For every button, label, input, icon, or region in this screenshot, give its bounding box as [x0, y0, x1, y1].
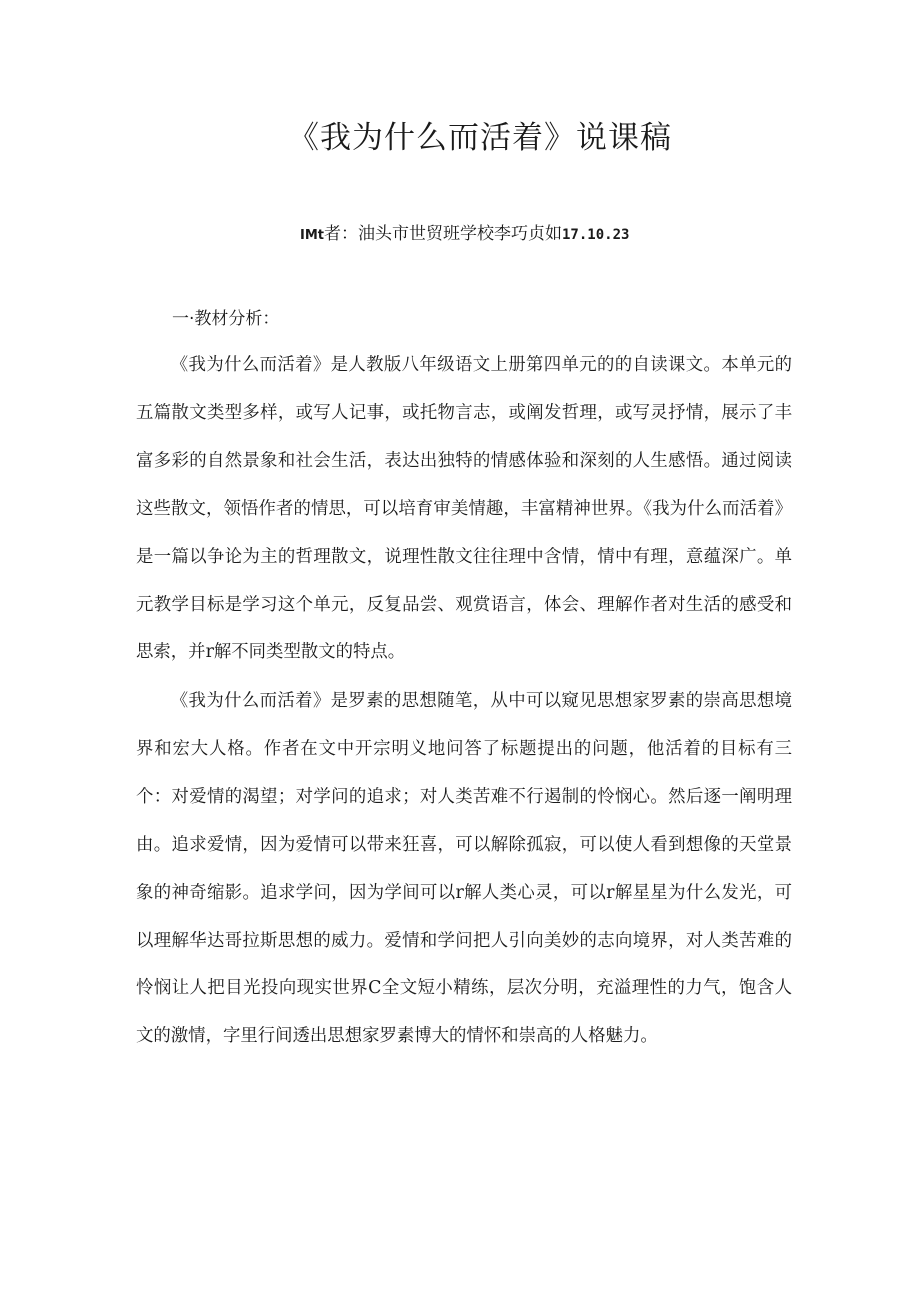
paragraph: 《我为什么而活着》是人教版八年级语文上册第四单元的的自读课文。本单元的五篇散文类型多样，或写人记事，或托物言志，或阐发哲理，或写灵抒情，展示了丰富多彩的自然景象和社会生活，表达出独特的情感体验和深刻的人生感悟。通过阅读这些散文，领悟作者的情思，可以培育审美情趣，丰富精神世界。《我为什么而活着》是一篇以争论为主的哲理散文，说理性散文往往理中含情，情中有理，意蕴深广。单元教学目标是学习这个单元，反复品尝、观赏语言，体会、理解作者对生活的感受和思索，并r解不同类型散文的特点。: [136, 355, 792, 663]
section-heading: 一·教材分析：: [172, 309, 280, 329]
author-date: 17.10.23: [562, 227, 630, 243]
author-text: 者：油头市世贸班学校李巧贞如: [324, 224, 562, 244]
document-title: 《我为什么而活着》说课稿: [288, 120, 672, 156]
author-line: [300, 220, 629, 250]
paragraph: 《我为什么而活着》是罗素的思想随笔，从中可以窥见思想家罗素的崇高思想境界和宏大人格。作者在文中开宗明义地问答了标题提出的问题，他活着的目标有三个：对爱情的渴望；对学问的追求；对人类苦难不行遏制的怜悯心。然后逐一阐明理由。追求爱情，因为爱情可以带来狂喜，可以解除孤寂，可以使人看到想像的天堂景象的神奇缩影。追求学问，因为学间可以r解人类心灵，可以r解星星为什么发光，可以理解华达哥拉斯思想的威力。爱情和学问把人引向美妙的志向境界，对人类苦难的怜悯让人把目光投向现实世界C全文短小精练，层次分明，充溢理性的力气，饱含人文的激情，字里行间透出思想家罗素博大的情怀和崇高的人格魅力。: [136, 691, 792, 1047]
author-prefix: IMt: [300, 228, 324, 243]
